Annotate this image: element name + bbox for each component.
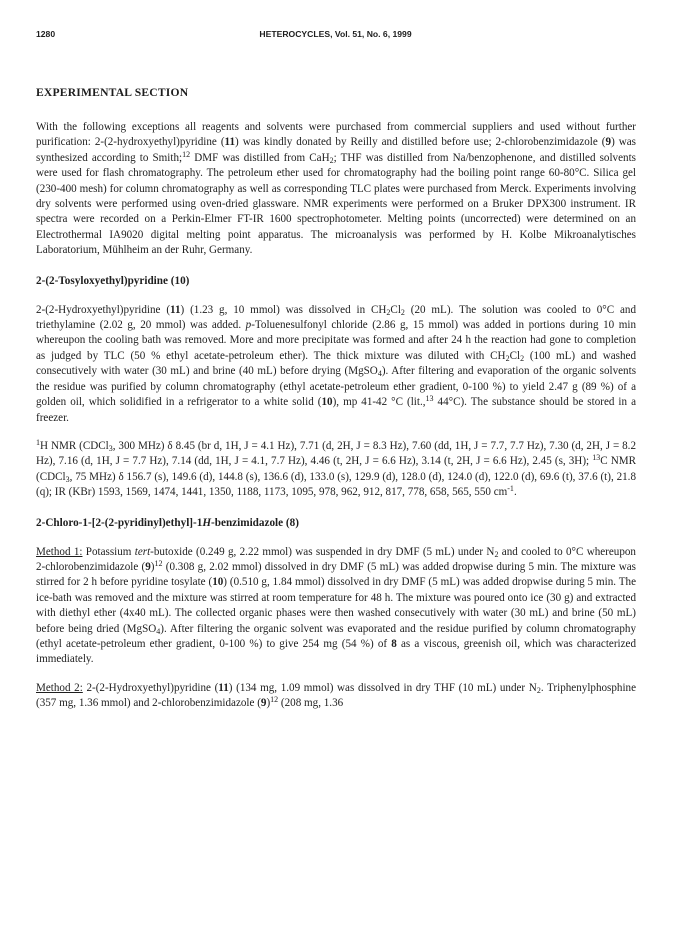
compound-8-heading: 2-Chloro-1-[2-(2-pyridinyl)ethyl]-1H-benzimidazole (8)	[36, 516, 299, 529]
compound-10-procedure: 2-(2-Hydroxyethyl)pyridine (11) (1.23 g, 10 mmol) was dissolved in $CH_2Cl_2$ (20 mL). The solution was cooled to 0°C and triethylamine (2.02 g, 20 mmol) was added. p-Toluenesulfonyl chloride (2.86 g, 15 mmol) was added in portions during 10 min whereupon the cooling bath was removed. More and more precipitate was formed and after 24 h the reaction had gone to completion as judged by TLC (50 % ethyl acetate-petroleum ether). The thick mixture was diluted with $CH_2Cl_2$ (100 mL) and washed consecutively with water (30 mL) and brine (40 mL) before drying (MgSO$_4$). After filtering and evaporation of the organic solvents the residue was purified by column chromatography (ethyl acetate-petroleum ether gradient, 0-100 %) to yield 2.47 g (89 %) of a golden oil, which solidified in a refrigerator to a white solid (10), mp 41-42 °C (lit.,$^{13}$ 44°C). The substance should be stored in a freezer.	[36, 303, 637, 424]
compound-10-spectra: $^1$H NMR (CDCl$_3$, 300 MHz) δ 8.45 (br d, 1H, J = 4.1 Hz), 7.71 (d, 2H, J = 8.3 Hz), 7.60 (dd, 1H, J = 7.7, 7.7 Hz), 7.30 (d, 2H, J = 8.2 Hz), 7.16 (d, 1H, J = 7.7 Hz), 7.14 (dd, 1H, J = 4.1, 7.7 Hz), 4.46 (t, 2H, J = 6.6 Hz), 3.14 (t, 2H, J = 6.6 Hz), 2.45 (s, 3H); $^{13}$C NMR (CDCl$_3$, 75 MHz) δ 156.7 (s), 149.6 (d), 144.8 (s), 136.6 (d), 133.0 (s), 129.9 (d), 128.0 (d), 124.0 (d), 122.0 (d), 69.6 (t), 37.6 (t), 21.8 (q); IR (KBr) 1593, 1569, 1474, 1441, 1350, 1188, 1173, 1095, 978, 962, 912, 817, 778, 658, 565, 550 $cm^{-1}$.	[36, 437, 637, 499]
general-methods-paragraph: With the following exceptions all reagents and solvents were purchased from commercial suppliers and used without further purification: 2-(2-hydroxyethyl)pyridine (11) was kindly donated by Reilly and distilled before use; 2-chlorobenzimidazole (9) was synthesized according to Smith;$^{12}$ DMF was distilled from CaH$_2$; THF was distilled from Na/benzophenone, and distilled solvents were used for flash chromatography. The petroleum ether used for chromatography had the boiling point range 60-80°C. Silica gel (230-400 mesh) for column chromatography as well as corresponding TLC plates were purchased from Merck. Experiments involving dry solvents were performed using oven-dried glassware. NMR experiments were performed on a Bruker DPX300 instrument. IR spectra were recorded on a Perkin-Elmer FT-IR 1600 spectrophotometer. Melting points (uncorrected) were determined on an Electrothermal IA9020 digital melting point apparatus. The microanalysis was performed by H. Kolbe Mikroanalytisches Laboratorium, Mühlheim an der Ruhr, Germany.	[36, 121, 637, 257]
article-body	[36, 86, 636, 712]
compound-10-heading: 2-(2-Tosyloxyethyl)pyridine (10)	[36, 274, 190, 287]
compound-8-method-1: Method 1: Potassium tert-butoxide (0.249 g, 2.22 mmol) was suspended in dry DMF (5 mL) under $N_2$ and cooled to 0°C whereupon 2-chlorobenzimidazole $(9)^{12}$ (0.308 g, 2.02 mmol) dissolved in dry DMF (5 mL) was added dropwise during 5 min. The mixture was stirred for 2 h before pyridine tosylate (10) (0.510 g, 1.84 mmol) dissolved in dry DMF (5 mL) was added dropwise during 5 min. The ice-bath was removed and the mixture was stirred at room temperature for 48 h. The mixture was poured onto ice (30 g) and extracted with diethyl ether (4x40 mL). The collected organic phases were then washed consecutively with water (30 mL) and brine (50 mL) before being dried (MgSO$_4$). After filtering the organic solvent was evaporated and the residue purified by column chromatography (ethyl acetate-petroleum ether gradient, 0-100 %) to give 254 mg (54 %) of 8 as a viscous, greenish oil, which was characterized immediately.	[36, 545, 637, 666]
journal-citation: HETEROCYCLES, Vol. 51, No. 6, 1999	[259, 29, 412, 39]
method-2-label: Method 2:	[36, 681, 83, 694]
running-header	[36, 29, 635, 43]
compound-8-method-2: Method 2: 2-(2-Hydroxyethyl)pyridine (11) (134 mg, 1.09 mmol) was dissolved in dry THF (10 mL) under $N_2$. Triphenylphosphine (357 mg, 1.36 mmol) and 2-chlorobenzimidazole $(9)^{12}$ (208 mg, 1.36	[36, 681, 637, 710]
method-1-label: Method 1:	[36, 545, 83, 558]
page-number: 1280	[36, 29, 56, 39]
section-heading-experimental: EXPERIMENTAL SECTION	[36, 86, 189, 99]
